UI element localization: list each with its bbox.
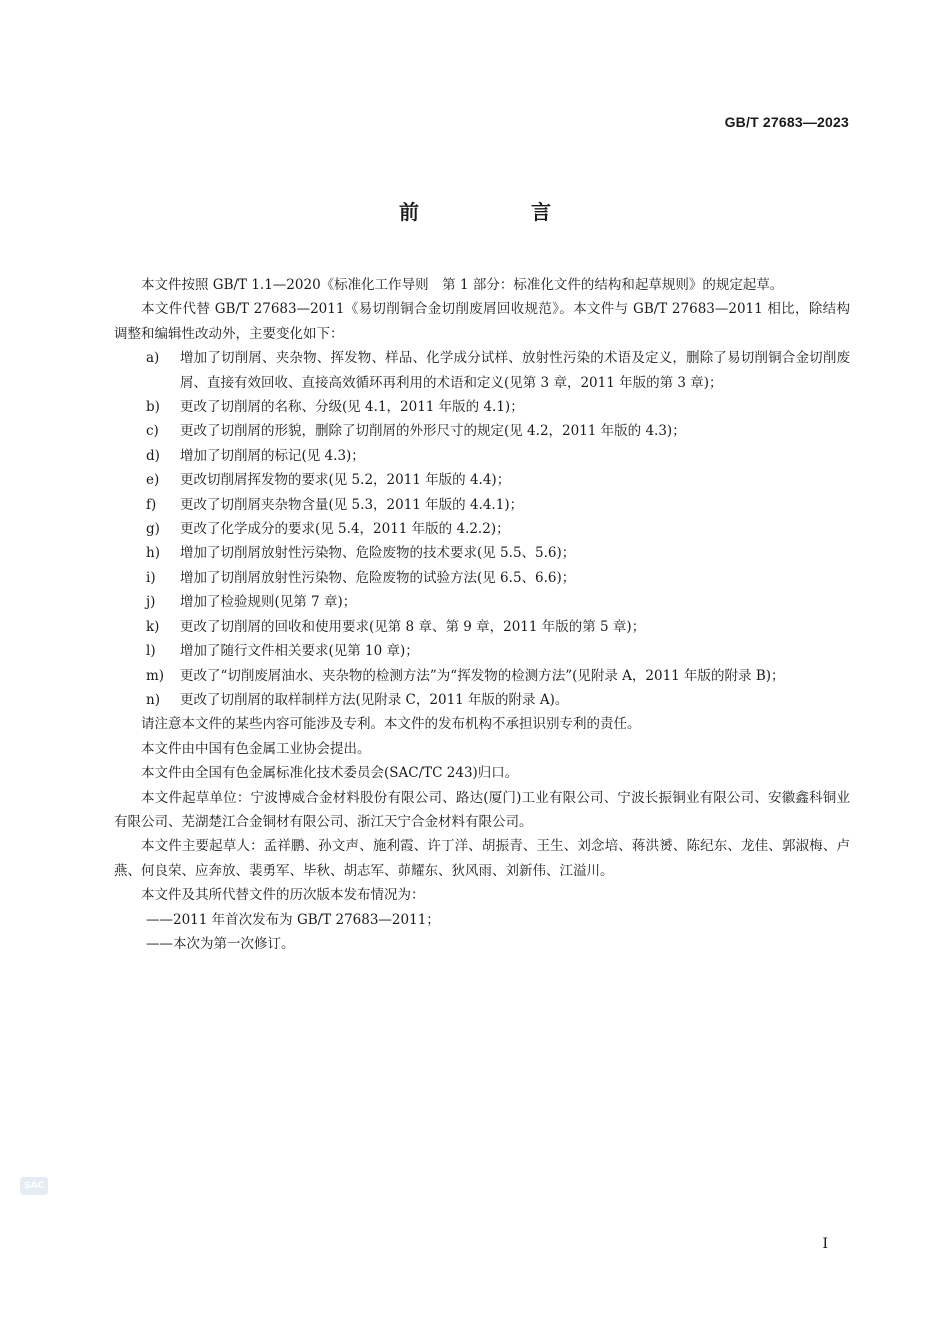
list-item-text: 增加了切削屑放射性污染物、危险废物的试验方法(见 6.5、6.6)； (180, 569, 576, 586)
drafters-paragraph: 本文件主要起草人：孟祥鹏、孙文声、施利霞、许丁洋、胡振青、王生、刘念培、蒋洪赟、陈纪东、龙佳、郭淑梅、卢燕、何良荣、应奔放、裴勇军、毕秋、胡志军、茆耀东、狄风雨、刘新伟、江溢川。 (114, 838, 850, 879)
list-item (114, 444, 850, 468)
standard-number: GB/T 27683—2023 (724, 114, 849, 130)
proposer-paragraph: 本文件由中国有色金属工业协会提出。 (141, 740, 371, 757)
list-item (114, 493, 850, 517)
list-item-label: m) (146, 667, 165, 684)
list-item (114, 468, 850, 492)
list-item-text: 增加了切削屑、夹杂物、挥发物、样品、化学成分试样、放射性污染的术语及定义，删除了易切削铜合金切削废屑、直接有效回收、直接高效循环再利用的术语和定义(见第 3 章，2011 年版的第 3 章)； (180, 350, 850, 391)
intro-paragraph-1: 本文件按照 GB/T 1.1—2020《标准化工作导则 第 1 部分：标准化文件的结构和起草规则》的规定起草。 (141, 277, 784, 293)
list-item (114, 590, 850, 614)
list-item (114, 395, 850, 419)
history-intro-paragraph: 本文件及其所代替文件的历次版本发布情况为： (141, 887, 425, 904)
list-item (114, 615, 850, 639)
page-title: 前 言 (399, 200, 597, 224)
list-item (114, 639, 850, 663)
list-item-label: e) (146, 472, 160, 489)
committee-paragraph: 本文件由全国有色金属标准化技术委员会(SAC/TC 243)归口。 (141, 765, 519, 782)
list-item-label: g) (146, 521, 160, 538)
list-item (114, 566, 850, 590)
list-item (114, 419, 850, 443)
list-item-text: 更改了化学成分的要求(见 5.4，2011 年版的 4.2.2)； (180, 521, 510, 538)
list-item (114, 664, 850, 688)
list-item-text: 增加了随行文件相关要求(见第 10 章)； (180, 643, 419, 660)
list-item-label: i) (146, 569, 156, 586)
intro-paragraph-2: 本文件代替 GB/T 27683—2011《易切削铜合金切削废屑回收规范》。本文件与 GB/T 27683—2011 相比，除结构调整和编辑性改动外，主要变化如下： (114, 301, 850, 342)
list-item-text: 更改切削屑挥发物的要求(见 5.2，2011 年版的 4.4)； (180, 472, 511, 489)
list-item-label: a) (146, 350, 160, 367)
list-item-text: 增加了检验规则(见第 7 章)； (180, 594, 357, 611)
list-item (114, 517, 850, 541)
list-item-label: d) (146, 447, 160, 464)
list-item-text: 增加了切削屑放射性污染物、危险废物的技术要求(见 5.5、5.6)； (180, 545, 576, 562)
list-item-label: j) (146, 594, 156, 611)
list-item-text: 更改了切削屑的回收和使用要求(见第 8 章、第 9 章，2011 年版的第 5 章)； (180, 618, 646, 635)
drafting-units-paragraph: 本文件起草单位：宁波博威合金材料股份有限公司、路达(厦门)工业有限公司、宁波长振铜业有限公司、安徽鑫科铜业有限公司、芜湖楚江合金铜材有限公司、浙江天宁合金材料有限公司。 (114, 789, 850, 830)
list-item-text: 更改了切削屑的取样制样方法(见附录 C，2011 年版的附录 A)。 (180, 691, 569, 708)
history-item: ——本次为第一次修订。 (146, 935, 295, 952)
patent-notice: 请注意本文件的某些内容可能涉及专利。本文件的发布机构不承担识别专利的责任。 (141, 716, 641, 733)
list-item (114, 346, 850, 395)
list-item-text: 更改了切削屑的形貌，删除了切削屑的外形尺寸的规定(见 4.2，2011 年版的 4.3)； (180, 423, 686, 440)
list-item (114, 688, 850, 712)
list-item-label: b) (146, 399, 160, 416)
list-item-text: 更改了“切削废屑油水、夹杂物的检测方法”为“挥发物的检测方法”(见附录 A，2011 年版的附录 B)； (180, 667, 785, 684)
changes-list (114, 346, 850, 712)
list-item-label: l) (146, 643, 156, 660)
sac-watermark-logo: SAC (20, 1177, 48, 1195)
list-item-text: 增加了切削屑的标记(见 4.3)； (180, 447, 365, 464)
history-item: ——2011 年首次发布为 GB/T 27683—2011； (146, 911, 440, 928)
list-item-label: f) (146, 496, 157, 513)
list-item-text: 更改了切削屑夹杂物含量(见 5.3，2011 年版的 4.4.1)； (180, 496, 524, 513)
list-item-label: h) (146, 545, 160, 562)
list-item-text: 更改了切削屑的名称、分级(见 4.1，2011 年版的 4.1)； (180, 399, 524, 416)
list-item-label: n) (146, 691, 160, 708)
list-item (114, 541, 850, 565)
page-number: I (822, 1236, 828, 1252)
list-item-label: c) (146, 423, 159, 440)
document-body (114, 273, 850, 956)
list-item-label: k) (146, 618, 160, 635)
